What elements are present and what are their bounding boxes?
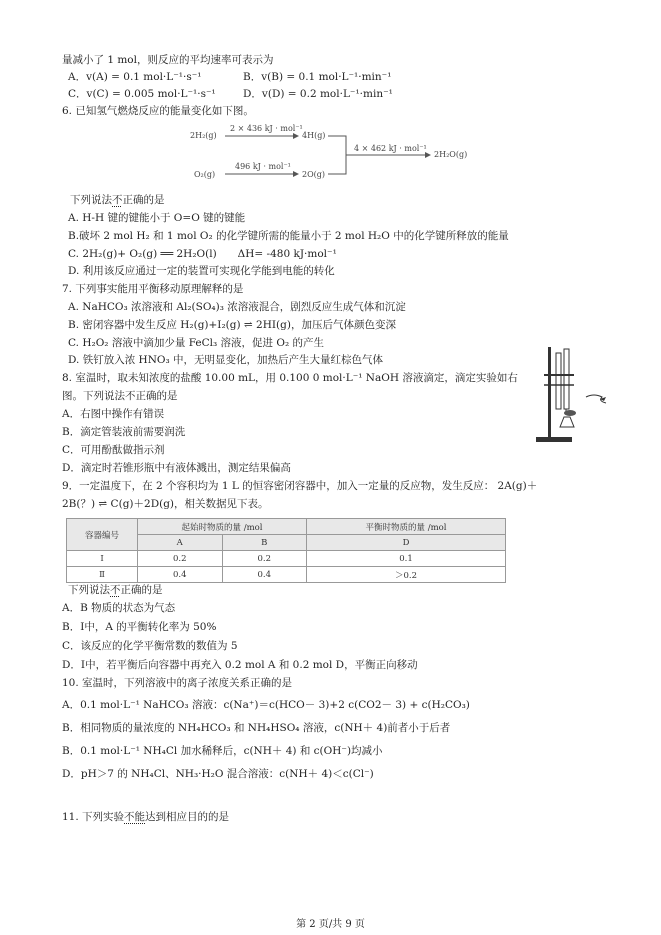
q8-stem: 8. 室温时，取未知浓度的盐酸 10.00 mL，用 0.100 0 mol·L⁻¹ NaOH 溶液滴定，滴定实验如右 [62,372,518,384]
q9-option-a: A．B 物质的状态为气态 [62,602,176,614]
q10-option-a: A．0.1 mol·L⁻¹ NaHCO₃ 溶液：c(Na⁺)＝c(HCO－ 3)+2 c(CO2－ 3) + c(H₂CO₃) [62,699,470,711]
o2-arrow-label: 496 kJ · mol⁻¹ [235,162,291,171]
th-equilibrium: 平衡时物质的量 /mol [307,519,506,535]
th-d: D [307,535,506,551]
th-initial: 起始时物质的量 /mol [138,519,307,535]
q6-stem: 6. 已知氢气燃烧反应的能量变化如下图。 [62,105,254,117]
q8-option-c: C．可用酚酞做指示剂 [62,444,165,456]
o2-label: O₂(g) [194,170,216,179]
q6-option-b: B.破坏 2 mol H₂ 和 1 mol O₂ 的化学键所需的能量小于 2 mol H₂O 中的化学键所释放的能量 [68,230,509,242]
page-number: 第 2 页/共 9 页 [296,919,365,930]
q10-stem: 10. 室温时，下列溶液中的离子浓度关系正确的是 [62,677,293,689]
q5-option-a: A．v(A) = 0.1 mol·L⁻¹·s⁻¹ [68,71,202,83]
q8-option-d: D．滴定时若锥形瓶中有液体溅出，测定结果偏高 [62,462,291,474]
q8-option-a: A．右图中操作有错误 [62,408,165,420]
q9-option-d: D．Ⅰ中，若平衡后向容器中再充入 0.2 mol A 和 0.2 mol D，平衡正向移动 [62,659,418,671]
q9-stem: 9．一定温度下，在 2 个容积均为 1 L 的恒容密闭容器中，加入一定量的反应物，发生反应： 2A(g)＋ [62,480,538,492]
q6-prompt: 下列说法不正确的是 [70,194,165,206]
water-label: 2H₂O(g) [434,150,468,159]
q6-option-c: C. 2H₂(g)+ O₂(g) ══ 2H₂O(l) ΔH= -480 kJ·mol⁻¹ [68,248,337,260]
atoms-bracket [328,136,346,174]
h2-arrow-label: 2 × 436 kJ · mol⁻¹ [230,124,303,133]
titration-apparatus [530,345,614,445]
th-a: A [138,535,223,551]
q7-stem: 7. 下列事实能用平衡移动原理解释的是 [62,283,244,295]
q11-stem: 11. 下列实验不能达到相应目的的是 [62,811,230,823]
q9-stem-2: 2B(？) ⇌ C(g)＋2D(g)，相关数据见下表。 [62,498,269,510]
q10-option-b2: B．0.1 mol·L⁻¹ NH₄Cl 加水稀释后，c(NH＋ 4) 和 c(OH⁻)均减小 [62,745,383,757]
q9-prompt: 下列说法不正确的是 [68,584,163,596]
q7-option-b: B. 密闭容器中发生反应 H₂(g)+I₂(g) ⇌ 2HI(g)，加压后气体颜色变深 [68,319,396,331]
q8-option-b: B．滴定管装液前需要润洗 [62,426,186,438]
q9-option-c: C．该反应的化学平衡常数的数值为 5 [62,640,238,652]
q9-option-b: B．Ⅰ中，A 的平衡转化率为 50% [62,621,217,633]
q10-option-d: D．pH＞7 的 NH₄Cl、NH₃·H₂O 混合溶液：c(NH＋ 4)＜c(Cl⁻) [62,768,374,780]
formation-arrow-label: 4 × 462 kJ · mol⁻¹ [354,144,427,153]
q5-option-c: C．v(C) = 0.005 mol·L⁻¹·s⁻¹ [68,88,216,100]
h-atoms-label: 4H(g) [302,131,326,140]
table-row: Ⅱ 0.4 0.4 ＞0.2 [67,567,506,583]
h2-label: 2H₂(g) [190,131,217,140]
q7-option-d: D. 铁钉放入浓 HNO₃ 中，无明显变化，加热后产生大量红棕色气体 [68,354,384,366]
q6-option-a: A. H-H 键的键能小于 O=O 键的键能 [68,212,246,224]
q7-option-c: C. H₂O₂ 溶液中滴加少量 FeCl₃ 溶液，促进 O₂ 的产生 [68,337,325,349]
energy-diagram [190,122,480,186]
q5-option-d: D．v(D) = 0.2 mol·L⁻¹·min⁻¹ [243,88,393,100]
q5-stem-tail: 量减小了 1 mol，则反应的平均速率可表示为 [62,54,274,66]
th-b: B [222,535,307,551]
th-vessel: 容器编号 [67,519,138,551]
table-row: Ⅰ 0.2 0.2 0.1 [67,551,506,567]
q7-option-a: A. NaHCO₃ 浓溶液和 Al₂(SO₄)₃ 浓溶液混合，剧烈反应生成气体和沉淀 [68,301,406,313]
q6-option-d: D. 利用该反应通过一定的装置可实现化学能到电能的转化 [68,265,335,277]
equilibrium-table [66,518,506,583]
q5-option-b: B．v(B) = 0.1 mol·L⁻¹·min⁻¹ [243,71,392,83]
q10-option-b: B．相同物质的量浓度的 NH₄HCO₃ 和 NH₄HSO₄ 溶液，c(NH＋ 4)前者小于后者 [62,722,451,734]
q8-prompt: 图。下列说法不正确的是 [62,390,178,402]
o-atoms-label: 2O(g) [302,170,326,179]
